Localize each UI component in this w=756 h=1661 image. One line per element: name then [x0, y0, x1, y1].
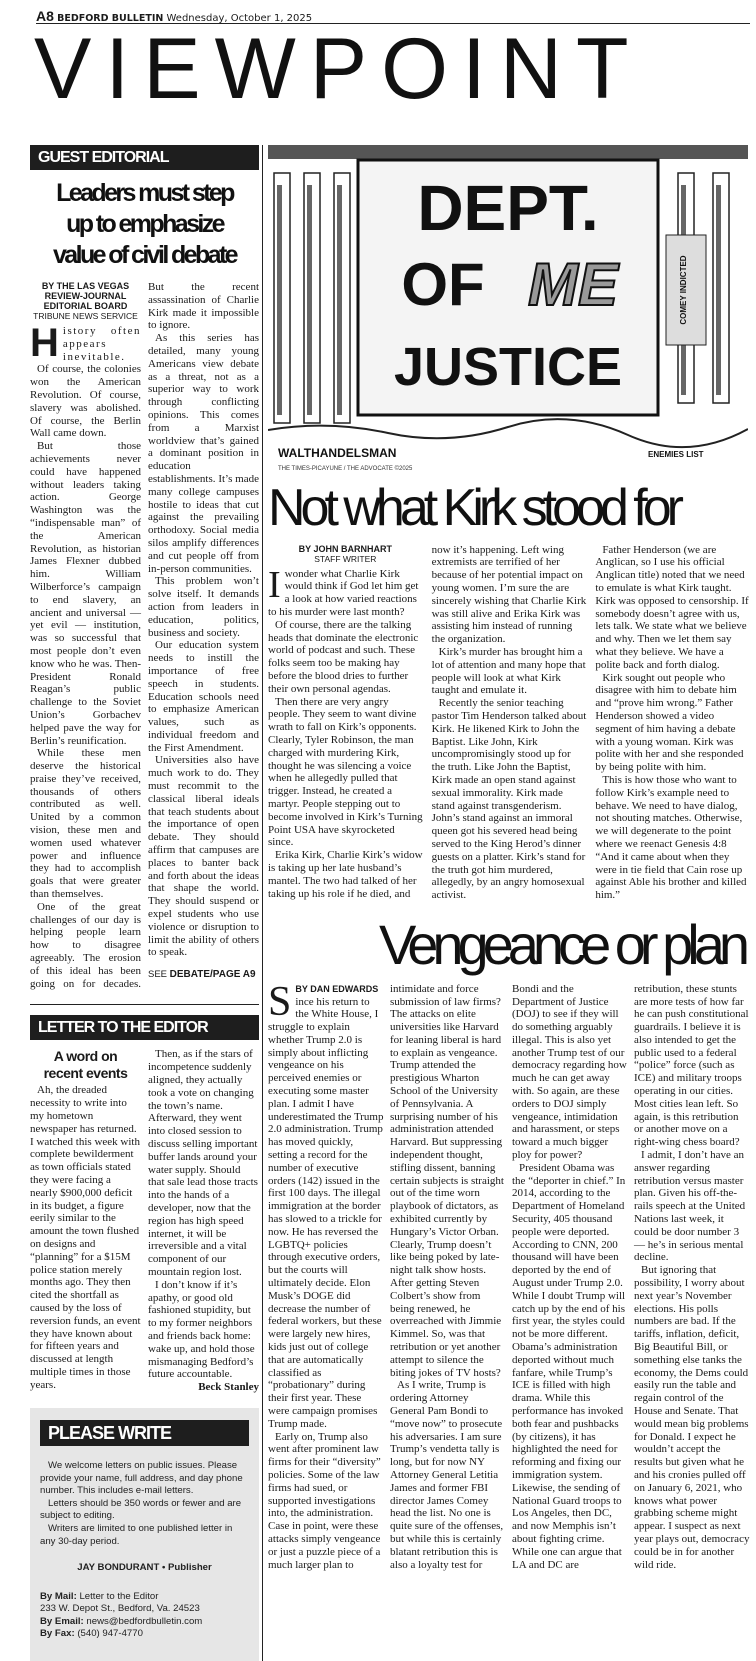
paragraphs	[40, 1460, 249, 1548]
section-masthead: VIEWPOINT	[34, 21, 643, 117]
publication-name: BEDFORD BULLETIN	[57, 13, 164, 24]
jump-prefix: SEE	[148, 969, 168, 981]
paragraph: Recently the senior teaching pastor Tim Henderson talked about Kirk. He likened Kirk to John the Baptist. Like John, Kirk uncompromisingly stood up for the truth. Like John the Baptist, Kirk made an open stand against sexual immorality. Kirk made stand against transgenderism. John’s stand against an immoral queen got his severed head being served to the King Herod’s dinner guests on a platter. Kirk’s stand for the truth got him murdered, allegedly, by an angry homosexual activist.	[431, 697, 587, 902]
paragraph: As this series has detailed, many young Americans view debate as a threat, not as a superior way to work through conflicting opinions. This comes from a Marxist worldview that’s gained a dominant position in education establishments. It’s made many college campuses hostile to ideas that cut against the prevailing orthodoxy. Social media silos amplify differences and cut people off from in-person communities.	[148, 332, 259, 575]
drop-cap: H	[30, 321, 59, 365]
paragraph: Our education system needs to instill the importance of free speech in students. Education schools need to emphasize American values, such as individual freedom and the First Amendment.	[148, 639, 259, 754]
paragraph: One of the great challenges of our day is helping people learn how to disagree agreeably. The erosion of this ideal has been going on for decades. But the recent assassination of Charlie Kirk made it impossible to ignore.	[30, 281, 259, 990]
paragraph: Universities also have much work to do. They must recommit to the classical liberal ideals that teach students about the importance of open debate. They should affirm that campuses are places to banter back and forth about the ideas that shape the world. They should suspend or expel students who use violence or disruption to limit the ability of others to speak.	[148, 754, 259, 959]
headline-line: A word on	[53, 1048, 118, 1065]
cartoon-poster: COMEY INDICTED	[679, 255, 688, 325]
label-text: GUEST EDITORIAL	[38, 149, 169, 166]
byline	[268, 544, 423, 564]
left-column	[30, 145, 263, 1661]
page-number: A8	[36, 8, 54, 24]
paragraph: Of course, there are the talking heads that dominate the electronic world of podcast and such. These folks seem too be making hay before the blood dries to further their own personal agendas.	[268, 618, 419, 695]
please-write-label	[40, 1420, 249, 1446]
editorial-cartoon	[268, 145, 748, 477]
headline-line: recent events	[43, 1065, 128, 1082]
fax-number: (540) 947-4770	[77, 1628, 143, 1640]
paragraph: Of course, the colonies won the American Revolution. Of course, slavery was abolished. Of course, the Berlin Wall came down.	[30, 363, 141, 440]
byline-line: BY THE LAS VEGAS	[41, 281, 130, 291]
paragraph: This problem won’t solve itself. It demands action from leaders in education, politics, business and society.	[148, 575, 259, 639]
kirk-article-body	[268, 544, 750, 902]
lead-text: wonder what Charlie Kirk would think if God let him get a look at how varied reactions to his murder were last month?	[268, 567, 419, 618]
vengeance-headline: Vengeance or plan	[378, 912, 744, 976]
cartoon-sign-text: JUSTICE	[393, 337, 623, 397]
mail-value: Letter to the Editor	[79, 1590, 159, 1602]
lead-paragraph	[30, 321, 141, 365]
email-label: By Email:	[40, 1615, 84, 1627]
mailing-address: 233 W. Depot St., Bedford, Va. 24523	[40, 1603, 200, 1615]
paragraph: Kirk’s murder has brought him a lot of attention and many hope that people will look at what Kirk taught and emulate it.	[431, 645, 586, 697]
letter-label	[30, 1015, 259, 1040]
paragraph: Then, as if the stars of incompetence suddenly aligned, they actually took a vote on changing the town’s name. Afterward, they went into closed session to discuss selling important buffer lands around your water supply. Should that sale lead those tracts into the hands of a developer, now that the region has high speed internet, it will be irreversible and a vital component of our mountain region lost.	[148, 1048, 258, 1278]
guest-editorial-label	[30, 145, 259, 170]
letter-signature: Beck Stanley	[198, 1381, 259, 1394]
wire-service: TRIBUNE NEWS SERVICE	[33, 311, 138, 321]
paragraph: We welcome letters on public issues. Please provide your name, full address, and day phone number. This includes e-mail letters.	[40, 1459, 243, 1497]
paragraph: Kirk sought out people who disagree with him to debate him and “prove him wrong.” Father Henderson showed a video segment of him having a debate with a young woman. Kirk was polite with her and she responded by being polite with him.	[595, 671, 744, 774]
paragraph: But those achievements never could have happened without leaders taking action. George Washington was the “indispensable man” of the American Revolution, as historian James Flexner dubbed him. William Wilberforce’s campaign to end slavery, an ancient and universal — yet evil — institution, was so successful that most people don’t even know who he was. Then-President Ronald Reagan’s public challenge to the Soviet Union’s Gorbachev helped pave the way for Berlin’s reunification.	[30, 440, 141, 747]
paragraph: I admit, I don’t have an answer regarding retribution versus master plan. Given his off-the-rails speech at the United Nations last week, it could be door number 3 — he’s in serious mental decline.	[634, 1149, 746, 1264]
please-write-box	[30, 1408, 259, 1661]
headline-line: up to emphasize	[66, 210, 223, 238]
fax-label: By Fax:	[40, 1628, 75, 1640]
mail-label: By Mail:	[40, 1590, 77, 1602]
cartoon-sign-text: OF	[401, 251, 485, 318]
label-text: PLEASE WRITE	[48, 1422, 172, 1443]
paragraph: Letters should be 350 words or fewer and are subject to editing.	[40, 1497, 242, 1522]
kirk-headline: Not what Kirk stood for	[268, 479, 679, 537]
byline: BY DAN EDWARDS	[295, 983, 379, 994]
paragraph: President Obama was the “deporter in chief.” In 2014, according to the Department of Homeland Security, 405 thousand people were deported. According to CNN, 200 thousand will have been deported by the end of August under Trump 2.0. While I doubt Trump will catch up by the end of his first year, the styles could not be more different. Obama’s administration deported without much fanfare, while Trump’s ICE is filled with high drama. While this performance has invoked both fear and pushbacks (by citizens), it has highlighted the need for reforming and fixing our immigration system. Likewise, the sending of National Guard troops to Los Angeles, then DC, and now Memphis isn’t about fighting crime. While one can argue that LA and DC are retribution, these stunts are more tests of how far he can push constitutional guardrails. I believe it is also intended to get the public used to a federal “police” force (such as ICE) and military troops operating in our cities. Most cities lean left. So again, is this retribution or another move on a right-wing chess board?	[512, 982, 749, 1571]
guest-editorial-body	[30, 281, 259, 990]
cartoon-credit: THE TIMES-PICAYUNE / THE ADVOCATE ©2025	[278, 466, 413, 472]
drop-cap: I	[268, 563, 281, 606]
cartoon-sign-text: DEPT.	[417, 172, 599, 244]
jump-link[interactable]: DEBATE/PAGE A9	[169, 969, 256, 981]
paragraphs	[30, 281, 259, 990]
byline-line: EDITORIAL BOARD	[43, 301, 128, 311]
byline-line: REVIEW-JOURNAL	[44, 291, 127, 301]
paragraph: While these men deserve the historical praise they’ve received, thousands of others contributed as well. United by a common vision, these men and women used whatever power and influence they had to accomplish goals that were greater than themselves.	[30, 747, 141, 901]
paragraph: Early on, Trump also went after prominent law firms for their “diversity” policies. Some of the law firms had sued, or supported investigations into, the administration. Case in point, were these attacks simply vengeance or just a puzzle piece of a much larger plan to intimidate and force submission of law firms? The attacks on elite universities like Harvard for leaning liberal is hard to explain as vengeance. Trump attended the prestigious Wharton School of the University of Pennsylvania. A surprising number of his administration attended Harvard. But suppressing independent thought, stifling dissent, banning certain subjects is straight out of the time worn playbook of dictators, as exhibited currently by Hungary’s Victor Orban. Clearly, Trump doesn’t like being poked by late-night talk show hosts. After getting Steven Colbert’s show from being renewed, he overreached with Jimmie Kimmel. So, was that retribution or yet another attempt to silence the biting jokes of TV hosts?	[268, 982, 504, 1571]
label-text: LETTER TO THE EDITOR	[38, 1019, 208, 1037]
contact-info	[40, 1591, 249, 1641]
paragraph: As I write, Trump is ordering Attorney General Pam Bondi to “move now” to prosecute his adversaries. I am sure Trump’s vendetta tally is long, but for now NY Attorney General Letitia James and former FBI director James Comey head the list. No one is quite sure of the offenses, but while this is certainly blatant retribution this is also a loyalty test for Bondi and the Department of Justice (DOJ) to see if they will do something arguably illegal. This is also yet another Trump test of our democracy regarding how much he can get away with. So again, are these orders to DOJ simply vengeance, intimidation and harassment, or steps toward a much bigger ploy for power?	[390, 982, 627, 1571]
byline	[30, 281, 141, 321]
vengeance-article-body	[268, 978, 750, 1572]
headline-line: Leaders must step	[56, 179, 233, 207]
author-role: STAFF WRITER	[314, 553, 377, 564]
guest-editorial-headline	[30, 178, 259, 271]
paragraph: Father Henderson (we are Anglican, so I use his official Anglican title) noted that we need to emulate is what Kirk taught. Kirk was opposed to censorship. If somebody doesn’t agree with us, lets talk. We state what we believe and why. Then we let them say what they believe. We have a polite back and forth dialog.	[595, 543, 749, 671]
author: BY JOHN BARNHART	[298, 543, 392, 554]
cartoon-scroll: ENEMIES LIST	[648, 450, 704, 459]
lead-text: ince his return to the White House, I struggle to explain whether Trump 2.0 is simply about inflicting vengeance on his perceived enemies or executing some master plan. I admit I have underestimated the Trump 2.0 administration. Trump has moved quickly, setting a record for the number of executive orders (142) issued in the first 100 days. The illegal immigration at the border has slowed to a trickle for now. He has reversed the LGBTQ+ policies through executive orders, but the courts will ultimately decide. Elon Musk’s DOGE did decrease the number of federal workers, but these were largely new hires, kids just out of college that are automatically classified as “probationary” during their first year. These were campaign promises Trump made.	[268, 995, 384, 1430]
drop-cap: S	[268, 978, 292, 1025]
paragraph: Writers are limited to one published letter in any 30-day period.	[40, 1522, 233, 1547]
letter-headline	[30, 1048, 141, 1082]
email-link[interactable]: news@bedfordbulletin.com	[86, 1615, 203, 1627]
paragraph: Erika Kirk, Charlie Kirk’s widow is taking up her late husband’s mantel. The two had talked of her taking up his role if he died, and now it’s happening. Left wing extremists are terrified of her because of her potential impact on young women. I’m sure the are sincerely wishing that Charlie Kirk was still alive and Erika Kirk was assisting him instead of running the organization.	[268, 543, 587, 900]
lead-text: istory often appears inevitable.	[62, 325, 141, 363]
publisher: JAY BONDURANT • Publisher	[77, 1562, 212, 1574]
lead-paragraph	[268, 978, 384, 1431]
paragraph: This is how those who want to follow Kirk’s example need to behave. We need to have dialog, not shouting matches. Otherwise, we will degenerate to the point where we reenact Genesis 4:8 “And it came about when they were in tie field that Cain rose up against Able his brother and killed him.”	[595, 773, 747, 902]
letter-body	[30, 1048, 259, 1394]
divider	[30, 1004, 259, 1005]
paragraph: I don’t know if it’s apathy, or good old fashioned stupidity, but to my former neighbors and friends back home: wake up, and hold those mismanaging Bedford’s future accountable.	[148, 1278, 255, 1381]
right-column	[268, 145, 750, 1571]
paragraph: Ah, the dreaded necessity to write into my hometown newspaper has returned. I watched this week with complete bewilderment as town officials stated they were facing a nearly $900,000 deficit in its budget, a figure eerily similar to the amount the town flushed on designs and “planning” for a $15M police station merely months ago. They then cited the shortfall as caused by the loss of reversion funds, an event they have known about for fifteen years and discussed at length multiple times in those years.	[30, 1084, 141, 1391]
lead-paragraph	[268, 563, 423, 619]
jump-line[interactable]	[148, 969, 259, 982]
cartoon-signature: WALTHANDELSMAN	[278, 446, 397, 460]
issue-date: Wednesday, October 1, 2025	[166, 13, 313, 24]
paragraph: But ignoring that possibility, I worry about next year’s November elections. His polls numbers are bad. If the tariffs, inflation, deficit, Big Beautiful Bill, or something else tanks the economy, the Dems could easily run the table and regain control of the House and Senate. That would mean big problems for Donald. I expect he wouldn’t accept the results but given what he and his cronies pulled off on January 6, 2021, who knows what power grabbing scheme might appear. I suspect as next year plays out, democracy could be in for another wild ride.	[634, 1264, 750, 1571]
cartoon-overlay-me: ME	[528, 251, 618, 318]
paragraph: Then there are very angry people. They seem to want divine wrath to fall on Kirk’s opponents. Clearly, Tyler Robinson, the man charged with murdering Kirk, thought he was silencing a voice when he allegedly pulled that trigger. Instead, he created a martyr. People stepping out to become involved in Kirk’s Turning Point USA have skyrocketed since.	[268, 695, 423, 849]
headline-line: value of civil debate	[53, 241, 236, 269]
paragraphs	[30, 1048, 259, 1394]
